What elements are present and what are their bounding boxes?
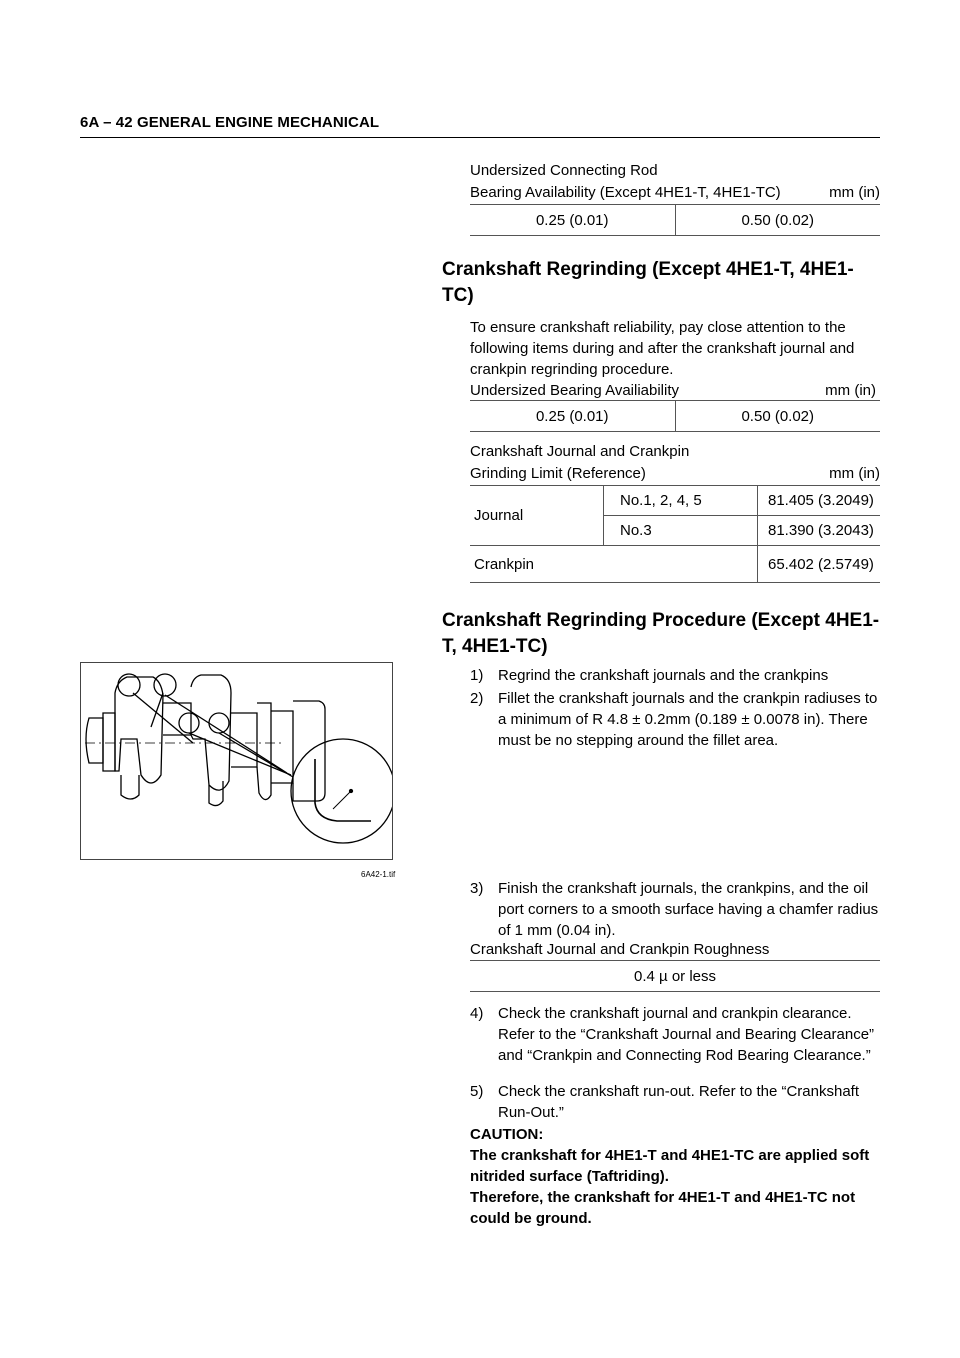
step-3-text: Finish the crankshaft journals, the crankpins, and the oil port corners to a smooth surface having a chamfer radius of 1 mm (0.04 in). (498, 880, 879, 939)
table-row (470, 401, 880, 432)
section1-intro: To ensure crankshaft reliability, pay close attention to the following items during and after the crankshaft journal and crankpin regrinding procedure. (470, 319, 855, 378)
caution-line2: Therefore, the crankshaft for 4HE1-T and 4HE1-TC not could be ground. (470, 1189, 856, 1227)
conrod-caption-line1: Undersized Connecting Rod (470, 162, 658, 179)
section-title-procedure: Crankshaft Regrinding Procedure (Except 4HE1-T, 4HE1-TC) (442, 610, 880, 657)
table-row (470, 961, 880, 992)
conrod-unit: mm (in) (829, 184, 880, 201)
conrod-table-caption (470, 160, 880, 204)
conrod-caption-row (470, 182, 880, 204)
bearing-unit: mm (in) (825, 382, 876, 399)
crankpin-label: Crankpin (470, 546, 758, 583)
conrod-caption-line2: Bearing Availability (Except 4HE1-T, 4HE1-TC) (470, 184, 781, 201)
journal-value-1245: 81.405 (3.2049) (758, 486, 881, 516)
conrod-table (470, 204, 880, 236)
conrod-value-025: 0.25 (0.01) (470, 205, 675, 236)
bearing-table (470, 400, 880, 432)
table-row (470, 205, 880, 236)
grind-caption-line1: Crankshaft Journal and Crankpin (470, 443, 690, 460)
conrod-value-050: 0.50 (0.02) (675, 205, 880, 236)
table-row (470, 546, 880, 583)
grind-unit: mm (in) (829, 465, 880, 482)
step-1-text: Regrind the crankshaft journals and the crankpins (498, 667, 829, 684)
step-5-text: Check the crankshaft run-out. Refer to the “Crankshaft Run-Out.” (498, 1083, 860, 1121)
table-row (470, 486, 880, 516)
journal-no-1245: No.1, 2, 4, 5 (604, 486, 758, 516)
journal-label: Journal (470, 486, 604, 546)
step-2-number: 2) (470, 690, 484, 707)
section-title-regrinding: Crankshaft Regrinding (Except 4HE1-T, 4HE1-TC) (442, 259, 854, 306)
crankpin-value: 65.402 (2.5749) (758, 546, 881, 583)
bearing-table-caption (470, 380, 880, 402)
grind-table-caption (470, 441, 880, 485)
bearing-caption: Undersized Bearing Availiability (470, 382, 680, 399)
caution-line1: The crankshaft for 4HE1-T and 4HE1-TC are applied soft nitrided surface (Taftriding). (470, 1147, 870, 1185)
roughness-table (470, 960, 880, 992)
step-3-number: 3) (470, 880, 484, 897)
step-4-number: 4) (470, 1005, 484, 1022)
roughness-caption: Crankshaft Journal and Crankpin Roughness (470, 941, 770, 958)
journal-value-3: 81.390 (3.2043) (758, 516, 881, 546)
crankshaft-drawing (81, 663, 392, 859)
crankshaft-figure (80, 662, 393, 860)
step-2-text: Fillet the crankshaft journals and the crankpin radiuses to a minimum of R 4.8 ± 0.2mm (0.189 ± 0.0078 in). There must be no stepping around the fillet area. (498, 690, 878, 749)
bearing-value-050: 0.50 (0.02) (675, 401, 880, 432)
roughness-value: 0.4 µ or less (470, 961, 880, 992)
caution-label: CAUTION: (470, 1126, 544, 1143)
grind-caption-line2: Grinding Limit (Reference) (470, 465, 646, 482)
step-4-text: Check the crankshaft journal and crankpin clearance. Refer to the “Crankshaft Journal and Bearing Clearance” and “Crankpin and Connecting Rod Bearing Clearance.” (498, 1005, 875, 1064)
figure-caption: 6A42-1.tif (361, 870, 396, 879)
grind-table (470, 485, 880, 583)
step-5-number: 5) (470, 1083, 484, 1100)
bearing-value-025: 0.25 (0.01) (470, 401, 675, 432)
journal-no-3: No.3 (604, 516, 758, 546)
step-1-number: 1) (470, 667, 484, 684)
page-header: 6A – 42 GENERAL ENGINE MECHANICAL (80, 114, 380, 131)
header-rule (80, 137, 880, 138)
